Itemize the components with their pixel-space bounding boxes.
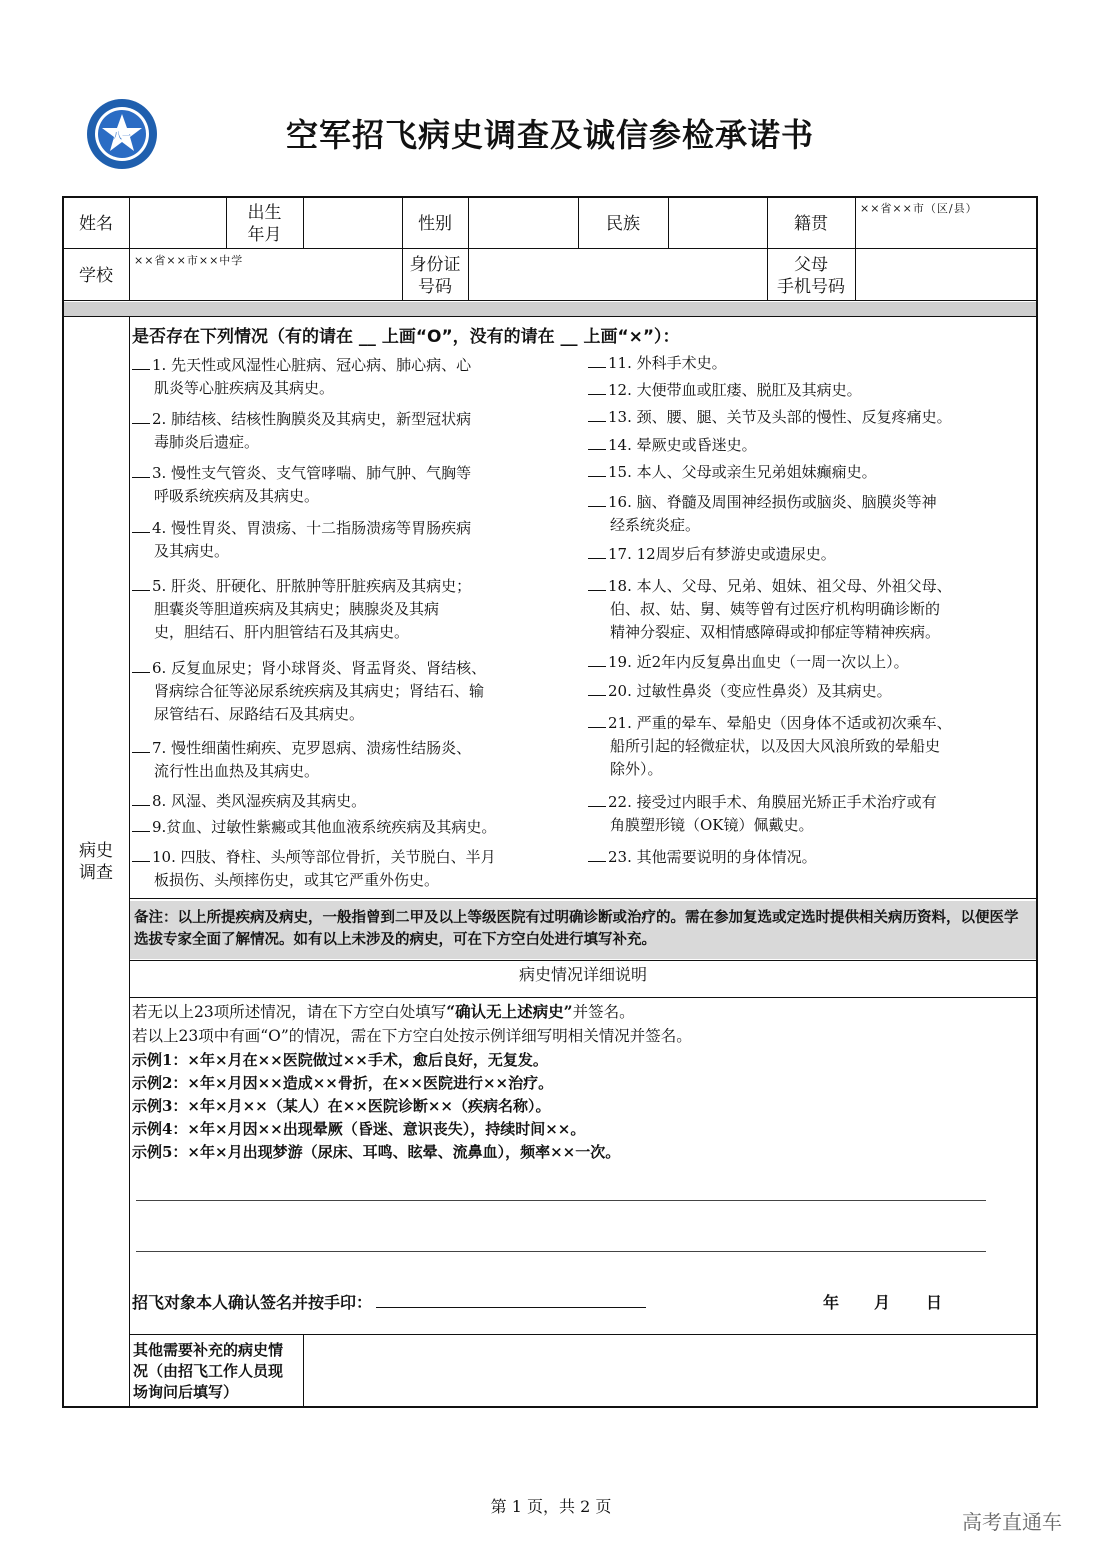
- history-item-20[interactable]: 20. 过敏性鼻炎（变应性鼻炎）及其病史。: [588, 680, 1018, 703]
- answer-blank: [588, 576, 606, 591]
- answer-blank: [588, 353, 606, 368]
- birth-field[interactable]: [304, 200, 401, 246]
- parent-phone-field[interactable]: [856, 250, 1034, 298]
- date-year: 年: [823, 1293, 840, 1312]
- history-item-21[interactable]: 21. 严重的晕车、晕船史（因身体不适或初次乘车、 船所引起的轻微症状，以及因大风浪所致的晕船史 除外）。: [588, 712, 1028, 781]
- detail-line-2: 若以上23项中有画“O”的情况，需在下方空白处按示例详细写明相关情况并签名。: [132, 1027, 692, 1045]
- answer-blank: [588, 792, 606, 807]
- answer-blank: [588, 652, 606, 667]
- history-intro: 是否存在下列情况（有的请在 __ 上画“O”，没有的请在 __ 上画“×”）：: [132, 327, 680, 347]
- birth-label: 出生 年月: [247, 203, 282, 245]
- remark-note: 备注：以上所提疾病及病史，一般指曾到二甲及以上等级医院有过明确诊断或治疗的。需在参加复选或定选时提供相关病历资料，以便医学选拔专家全面了解情况。如有以上未涉及的病史，可在下方空白处进行填写补充。: [130, 901, 1036, 959]
- history-item-4[interactable]: 4. 慢性胃炎、胃溃疡、十二指肠溃疡等胃肠疾病 及其病史。: [132, 517, 572, 563]
- history-item-15[interactable]: 15. 本人、父母或亲生兄弟姐妹癫痫史。: [588, 461, 1018, 484]
- air-force-logo: [86, 98, 158, 170]
- separator-band: [64, 302, 1036, 316]
- other-history-field[interactable]: [305, 1336, 1034, 1406]
- origin-hint[interactable]: ××省××市（区/县）: [860, 202, 978, 215]
- answer-blank: [588, 492, 606, 507]
- ethnicity-label: 民族: [606, 214, 640, 234]
- signature-row: 招飞对象本人确认签名并按手印：: [132, 1290, 646, 1313]
- answer-blank: [132, 847, 150, 862]
- example-1: 示例1：×年×月在××医院做过××手术，愈后良好，无复发。: [132, 1051, 548, 1069]
- answer-blank: [132, 355, 150, 370]
- example-4: 示例4：×年×月因××出现晕厥（昏迷、意识丧失），持续时间××。: [132, 1120, 586, 1138]
- date-month: 月: [874, 1293, 891, 1312]
- parent-phone-label: 父母 手机号码: [777, 255, 845, 297]
- example-2: 示例2：×年×月因××造成××骨折，在××医院进行××治疗。: [132, 1074, 554, 1092]
- answer-blank: [588, 681, 606, 696]
- example-5: 示例5：×年×月出现梦游（尿床、耳鸣、眩晕、流鼻血），频率××一次。: [132, 1143, 621, 1161]
- answer-blank: [588, 847, 606, 862]
- answer-blank: [132, 738, 150, 753]
- write-line-2[interactable]: [136, 1251, 986, 1252]
- history-item-22[interactable]: 22. 接受过内眼手术、角膜屈光矫正手术治疗或有 角膜塑形镜（OK镜）佩戴史。: [588, 791, 1018, 837]
- history-item-13[interactable]: 13. 颈、腰、腿、关节及头部的慢性、反复疼痛史。: [588, 406, 1018, 429]
- name-field[interactable]: [130, 200, 225, 246]
- id-field[interactable]: [469, 250, 766, 298]
- answer-blank: [132, 463, 150, 478]
- svg-text:八一: 八一: [112, 132, 132, 142]
- school-label: 学校: [79, 266, 113, 286]
- example-3: 示例3：×年×月××（某人）在××医院诊断××（疾病名称）。: [132, 1097, 551, 1115]
- date-day: 日: [926, 1293, 943, 1312]
- history-item-7[interactable]: 7. 慢性细菌性痢疾、克罗恩病、溃疡性结肠炎、 流行性出血热及其病史。: [132, 737, 572, 783]
- history-section-label: 病史 调查: [79, 841, 113, 883]
- history-item-10[interactable]: 10. 四肢、脊柱、头颅等部位骨折，关节脱白、半月 板损伤、头颅摔伤史，或其它严重外伤史。: [132, 846, 577, 892]
- id-label: 身份证 号码: [409, 255, 461, 297]
- gender-field[interactable]: [469, 200, 577, 246]
- history-item-19[interactable]: 19. 近2年内反复鼻出血史（一周一次以上）。: [588, 651, 1018, 674]
- history-item-5[interactable]: 5. 肝炎、肝硬化、肝脓肿等肝脏疾病及其病史； 胆囊炎等胆道疾病及其病史；胰腺炎及其病 史，胆结石、肝内胆管结石及其病史。: [132, 575, 572, 644]
- page-footer: 第 1 页，共 2 页: [490, 1497, 612, 1516]
- other-history-label: 其他需要补充的病史情况（由招飞工作人员现场询问后填写）: [133, 1341, 284, 1401]
- history-item-17[interactable]: 17. 12周岁后有梦游史或遗尿史。: [588, 543, 1018, 566]
- answer-blank: [588, 713, 606, 728]
- watermark: 高考直通车: [962, 1510, 1062, 1534]
- answer-blank: [588, 435, 606, 450]
- school-hint[interactable]: ××省××市××中学: [134, 254, 244, 267]
- history-item-9[interactable]: 9.贫血、过敏性紫癜或其他血液系统疾病及其病史。: [132, 816, 577, 839]
- answer-blank: [132, 791, 150, 806]
- answer-blank: [132, 658, 150, 673]
- answer-blank: [588, 380, 606, 395]
- history-item-16[interactable]: 16. 脑、脊髓及周围神经损伤或脑炎、脑膜炎等神 经系统炎症。: [588, 491, 1018, 537]
- history-item-8[interactable]: 8. 风湿、类风湿疾病及其病史。: [132, 790, 572, 813]
- gender-label: 性别: [418, 214, 452, 234]
- history-item-14[interactable]: 14. 晕厥史或昏迷史。: [588, 434, 1018, 457]
- history-item-12[interactable]: 12. 大便带血或肛瘘、脱肛及其病史。: [588, 379, 1018, 402]
- history-item-1[interactable]: 1. 先天性或风湿性心脏病、冠心病、肺心病、心 肌炎等心脏疾病及其病史。: [132, 354, 572, 400]
- write-line-1[interactable]: [136, 1200, 986, 1201]
- page-title: 空军招飞病史调查及诚信参检承诺书: [285, 116, 814, 154]
- origin-label: 籍贯: [794, 214, 828, 234]
- history-item-6[interactable]: 6. 反复血尿史；肾小球肾炎、肾盂肾炎、肾结核、 肾病综合征等泌尿系统疾病及其病史；肾结石、输 尿管结石、尿路结石及其病史。: [132, 657, 577, 726]
- history-item-11[interactable]: 11. 外科手术史。: [588, 352, 1018, 375]
- answer-blank: [588, 544, 606, 559]
- answer-blank: [132, 576, 150, 591]
- answer-blank: [132, 518, 150, 533]
- answer-blank: [588, 462, 606, 477]
- history-item-18[interactable]: 18. 本人、父母、兄弟、姐妹、祖父母、外祖父母、 伯、叔、姑、舅、姨等曾有过医疗机构明确诊断的 精神分裂症、双相情感障碍或抑郁症等精神疾病。: [588, 575, 1028, 644]
- detail-title: 病史情况详细说明: [518, 965, 647, 984]
- ethnicity-field[interactable]: [669, 200, 766, 246]
- history-item-3[interactable]: 3. 慢性支气管炎、支气管哮喘、肺气肿、气胸等 呼吸系统疾病及其病史。: [132, 462, 572, 508]
- signature-field[interactable]: [376, 1293, 646, 1308]
- history-item-2[interactable]: 2. 肺结核、结核性胸膜炎及其病史，新型冠状病 毒肺炎后遗症。: [132, 408, 572, 454]
- history-item-23[interactable]: 23. 其他需要说明的身体情况。: [588, 846, 1018, 869]
- detail-line-1: 若无以上23项所述情况，请在下方空白处填写“确认无上述病史”并签名。: [132, 1002, 635, 1021]
- answer-blank: [132, 409, 150, 424]
- name-label: 姓名: [79, 214, 113, 234]
- answer-blank: [132, 817, 150, 832]
- answer-blank: [588, 407, 606, 422]
